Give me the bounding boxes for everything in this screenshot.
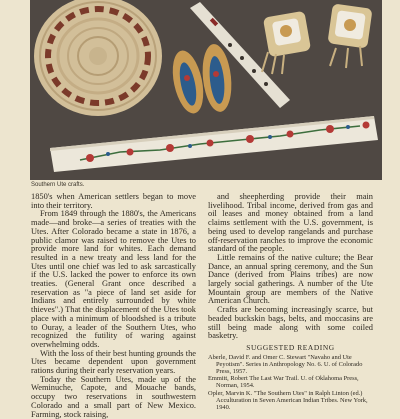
coiled-basket [34,0,162,116]
paragraph: 1850's when American settlers began to move into their territory. [31,192,196,210]
left-column [31,193,196,419]
photo-caption: Southern Ute crafts. [31,182,85,188]
paragraph: With the loss of their best hunting grounds the Utes became dependent upon government rations during their early reservation years. [31,348,196,376]
crafts-photo [30,0,382,180]
reference: Emmitt, Robert The Last War Trail. U. of Oklahoma Press, Norman, 1954. [208,375,359,390]
paragraph: Little remains of the native culture; the Bear Dance, an annual spring ceremony, and the Sun Dance (derived from Plains tribes) are now largely social gatherings. A number of the Ute Mountain group are members of the Native American Church. [208,252,373,306]
paragraph: From 1849 through the 1880's, the Americans made—and broke—a series of treaties with the Utes. After Colorado became a state in 1876, a public clamor was raised to remove the Utes to provide more land for whites. Each demand resulted in a new treaty and less land for the Utes until one chief was led to ask sarcastically if the U.S. lacked the power to enforce its own treaties. (General Grant once described a reservation as "a piece of land set aside for Indians and entirely surrounded by white thieves".) That the displacement of the Utes took place with a minimum of bloodshed is a tribute to Ouray, a leader of the Southern Utes, who recognized the futility of waring against overwhelming odds. [31,209,196,349]
crafts-illustration [30,0,382,180]
paragraph: Crafts are becoming increasingly scarce, but beaded buckskin bags, belts, and moccasins are still being made along with some coiled basketry. [208,305,373,341]
reference: Aberle, David F. and Omer C. Stewart "Navaho and Ute Peyotism". Series in Anthropology No. 6. U. of Colorado Press, 1957. [208,353,363,376]
paragraph: and sheepherding provide their main livelihood. Tribal income, derived from gas and oil leases and money obtained from a land claims settlement with the U.S. government, is being used to develop rangelands and purchase off-reservation ranches to improve the economic standard of the people. [208,192,373,254]
reference: Opler, Marvin K. "The Southern Utes" in Ralph Linton (ed.) Acculturation in Seven American Indian Tribes. New York, 1940. [208,389,368,412]
suggested-reading-heading: SUGGESTED READING [246,342,335,352]
paragraph: Today the Southern Utes, made up of the Weminuche, Capote, and Mouache bands, occupy two reservations in southwestern Colorado and a small part of New Mexico. Farming, stock raising, [31,374,196,419]
right-column [208,193,373,411]
